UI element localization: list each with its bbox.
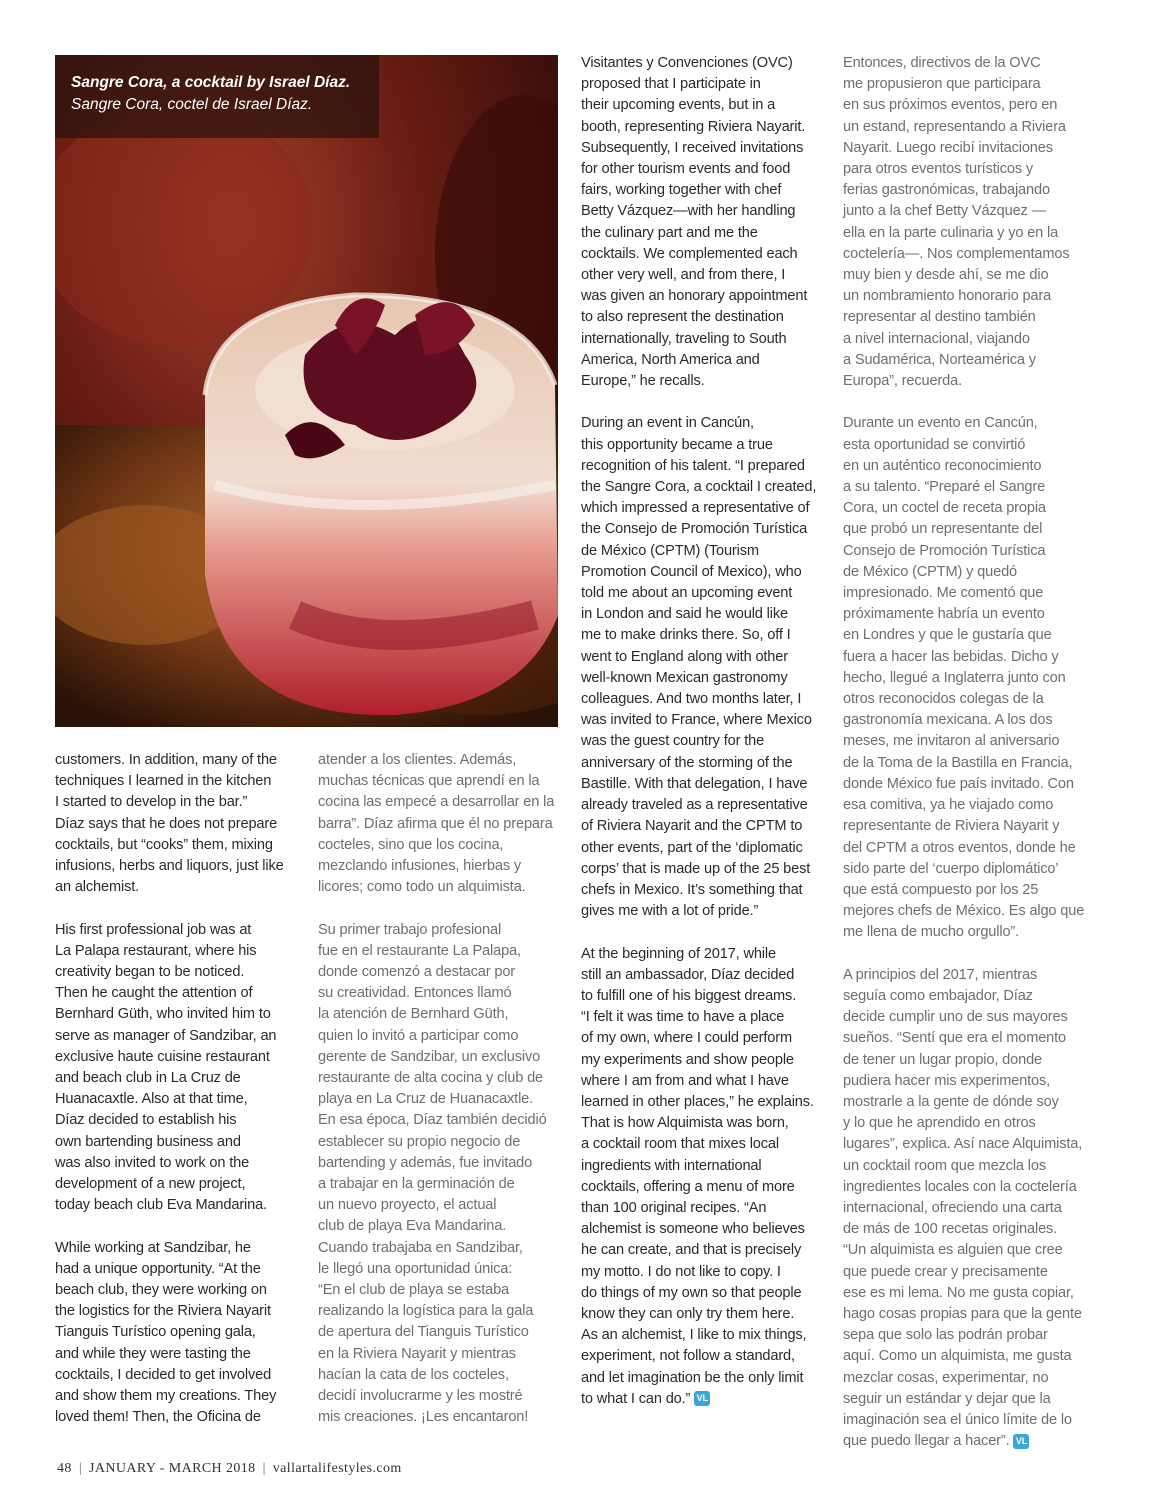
column-spanish-1 [318, 750, 566, 1428]
column-spanish-2 [843, 53, 1091, 1452]
paragraph-last [581, 944, 827, 1410]
paragraph: His first professional job was at La Palapa restaurant, where his creativity began to be noticed. Then he caught the attention of Bernhard Güth, who invited him to serve as manager of Sandzibar, an exclusive haute cuisine restaurant and beach club in La Cruz de Huanacaxtle. Also at that time, Díaz decided to establish his own bartending business and was also invited to work on the development of a new project, today beach club Eva Mandarina. [55, 921, 277, 1214]
cocktail-illustration [55, 55, 558, 727]
paragraph: Entonces, directivos de la OVC me propusieron que participara en sus próximos eventos, pero en un estand, representando a Riviera Nayarit. Luego recibí invitaciones para otros eventos turísticos y ferias gastronómicas, trabajando junto a la chef Betty Vázquez — ella en la parte culinaria y yo en la coctelería—. Nos complementamos muy bien y desde ahí, se me dio un nombramiento honorario para representar al destino también a nivel internacional, viajando a Sudamérica, Norteamérica y Europa”, recuerda. [843, 55, 1070, 390]
caption-spanish: Sangre Cora, coctel de Israel Díaz. [71, 96, 313, 113]
paragraph-last [843, 965, 1091, 1453]
website-link[interactable]: vallartalifestyles.com [272, 1461, 402, 1476]
vl-end-mark-icon: VL [694, 1391, 710, 1406]
footer-separator: | [262, 1461, 266, 1476]
paragraph: atender a los clientes. Además, muchas técnicas que aprendí en la cocina las empecé a desarrollar en la barra”. Díaz afirma que él no prepara cocteles, sino que los cocina, mezclando infusiones, hierbas y licores; como todo un alquimista. [318, 752, 555, 896]
paragraph: Visitantes y Convenciones (OVC) proposed that I participate in their upcoming events, but in a booth, representing Riviera Nayarit. Subsequently, I received invitations for other tourism events and food fairs, working together with chef Betty Vázquez—with her handling the culinary part and me the cocktails. We complemented each other very well, and from there, I was given an honorary appointment to also represent the destination internationally, traveling to South America, North America and Europe,” he recalls. [581, 55, 808, 390]
page-number: 48 [57, 1461, 72, 1476]
paragraph: Durante un evento en Cancún, esta oportunidad se convirtió en un auténtico reconocimiento a su talento. “Preparé el Sangre Cora, un coctel de receta propia que probó un representante del Consejo de Promoción Turística de México (CPTM) y quedó impresionado. Me comentó que próximamente habría un evento en Londres y que le gustaría que fuera a hacer las bebidas. Dicho y hecho, llegué a Inglaterra junto con otros reconocidos colegas de la gastronomía mexicana. A los dos meses, me invitaron al aniversario de la Toma de la Bastilla en Francia, donde México fue país invitado. Con esa comitiva, ya he viajado como representante de Riviera Nayarit y del CPTM a otros eventos, donde he sido parte del ‘cuerpo diplomático’ que está compuesto por los 25 mejores chefs de México. Es algo que me llena de mucho orgullo”. [843, 415, 1085, 941]
vl-end-mark-icon: VL [1013, 1434, 1029, 1449]
footer-separator: | [78, 1461, 83, 1476]
issue-date: JANUARY - MARCH 2018 [89, 1461, 256, 1476]
paragraph: During an event in Cancún, this opportunity became a true recognition of his talent. “I prepared the Sangre Cora, a cocktail I created, which impressed a representative of the Consejo de Promoción Turística de México (CPTM) (Tourism Promotion Council of Mexico), who told me about an upcoming event in London and said he would like me to make drinks there. So, off I went to England along with other well-known Mexican gastronomy colleagues. And two months later, I was invited to France, where Mexico was the guest country for the anniversary of the storming of the Bastille. With that delegation, I have already traveled as a representative of Riviera Nayarit and the CPTM to other events, part of the ‘diplomatic corps’ that is made up of the 25 best chefs in Mexico. It’s something that gives me with a lot of pride.” [581, 415, 817, 920]
paragraph-text: At the beginning of 2017, while still an ambassador, Díaz decided to fulfill one of his biggest dreams. “I felt it was time to have a place of my own, where I could perform my experiments and show people where I am from and what I have learned in other places,” he explains. That is how Alquimista was born, a cocktail room that mixes local ingredients with international cocktails, offering a menu of more than 100 original recipes. “An alchemist is someone who believes he can create, and that is precisely my motto. I do not like to copy. I do things of my own so that people know they can only try them here. As an alchemist, I like to mix things, experiment, not follow a standard, and let imagination be the only limit to what I can do.” [581, 945, 814, 1407]
column-english-2 [581, 53, 827, 1410]
cocktail-photo [55, 55, 558, 727]
paragraph: customers. In addition, many of the techniques I learned in the kitchen I started to develop in the bar.” Díaz says that he does not prepare cocktails, but “cooks” them, mixing infusions, herbs and liquors, just like an alchemist. [55, 752, 284, 896]
paragraph-text: A principios del 2017, mientras seguía como embajador, Díaz decide cumplir uno de sus mayores sueños. “Sentí que era el momento de tener un lugar propio, donde pudiera hacer mis experimentos, mostrarle a la gente de dónde soy y lo que he aprendido en otros lugares”, explica. Así nace Alquimista, un cocktail room que mezcla los ingredientes locales con la coctelería internacional, ofreciendo una carta de más de 100 recetas originales. “Un alquimista es alguien que cree que puede crear y precisamente ese es mi lema. No me gusta copiar, hago cosas propias para que la gente sepa que solo las podrán probar aquí. Como un alquimista, me gusta mezclar cosas, experimentar, no seguir un estándar y dejar que la imaginación sea el único límite de lo que puedo llegar a hacer”. [843, 966, 1083, 1450]
caption-english: Sangre Cora, a cocktail by Israel Díaz. [71, 74, 351, 91]
column-english-1 [55, 750, 295, 1428]
paragraph: Su primer trabajo profesional fue en el restaurante La Palapa, donde comenzó a destacar por su creatividad. Entonces llamó la atención de Bernhard Güth, quien lo invitó a participar como gerente de Sandzibar, un exclusivo restaurante de alta cocina y club de playa en La Cruz de Huanacaxtle. En esa época, Díaz también decidió establecer su propio negocio de bartending y además, fue invitado a trabajar en la germinación de un nuevo proyecto, el actual club de playa Eva Mandarina. Cuando trabajaba en Sandzibar, le llegó una oportunidad única: “En el club de playa se estaba realizando la logística para la gala de apertura del Tianguis Turístico en la Riviera Nayarit y mientras hacían la cata de los cocteles, decidí involucrarme y les mostré mis creaciones. ¡Les encantaron! [318, 921, 547, 1426]
paragraph: While working at Sandzibar, he had a unique opportunity. “At the beach club, they were working on the logistics for the Riviera Nayarit Tianguis Turístico opening gala, and while they were tasting the cocktails, I decided to get involved and show them my creations. They loved them! Then, the Oficina de [55, 1239, 277, 1426]
page-footer [57, 1461, 402, 1477]
photo-caption [55, 55, 379, 138]
